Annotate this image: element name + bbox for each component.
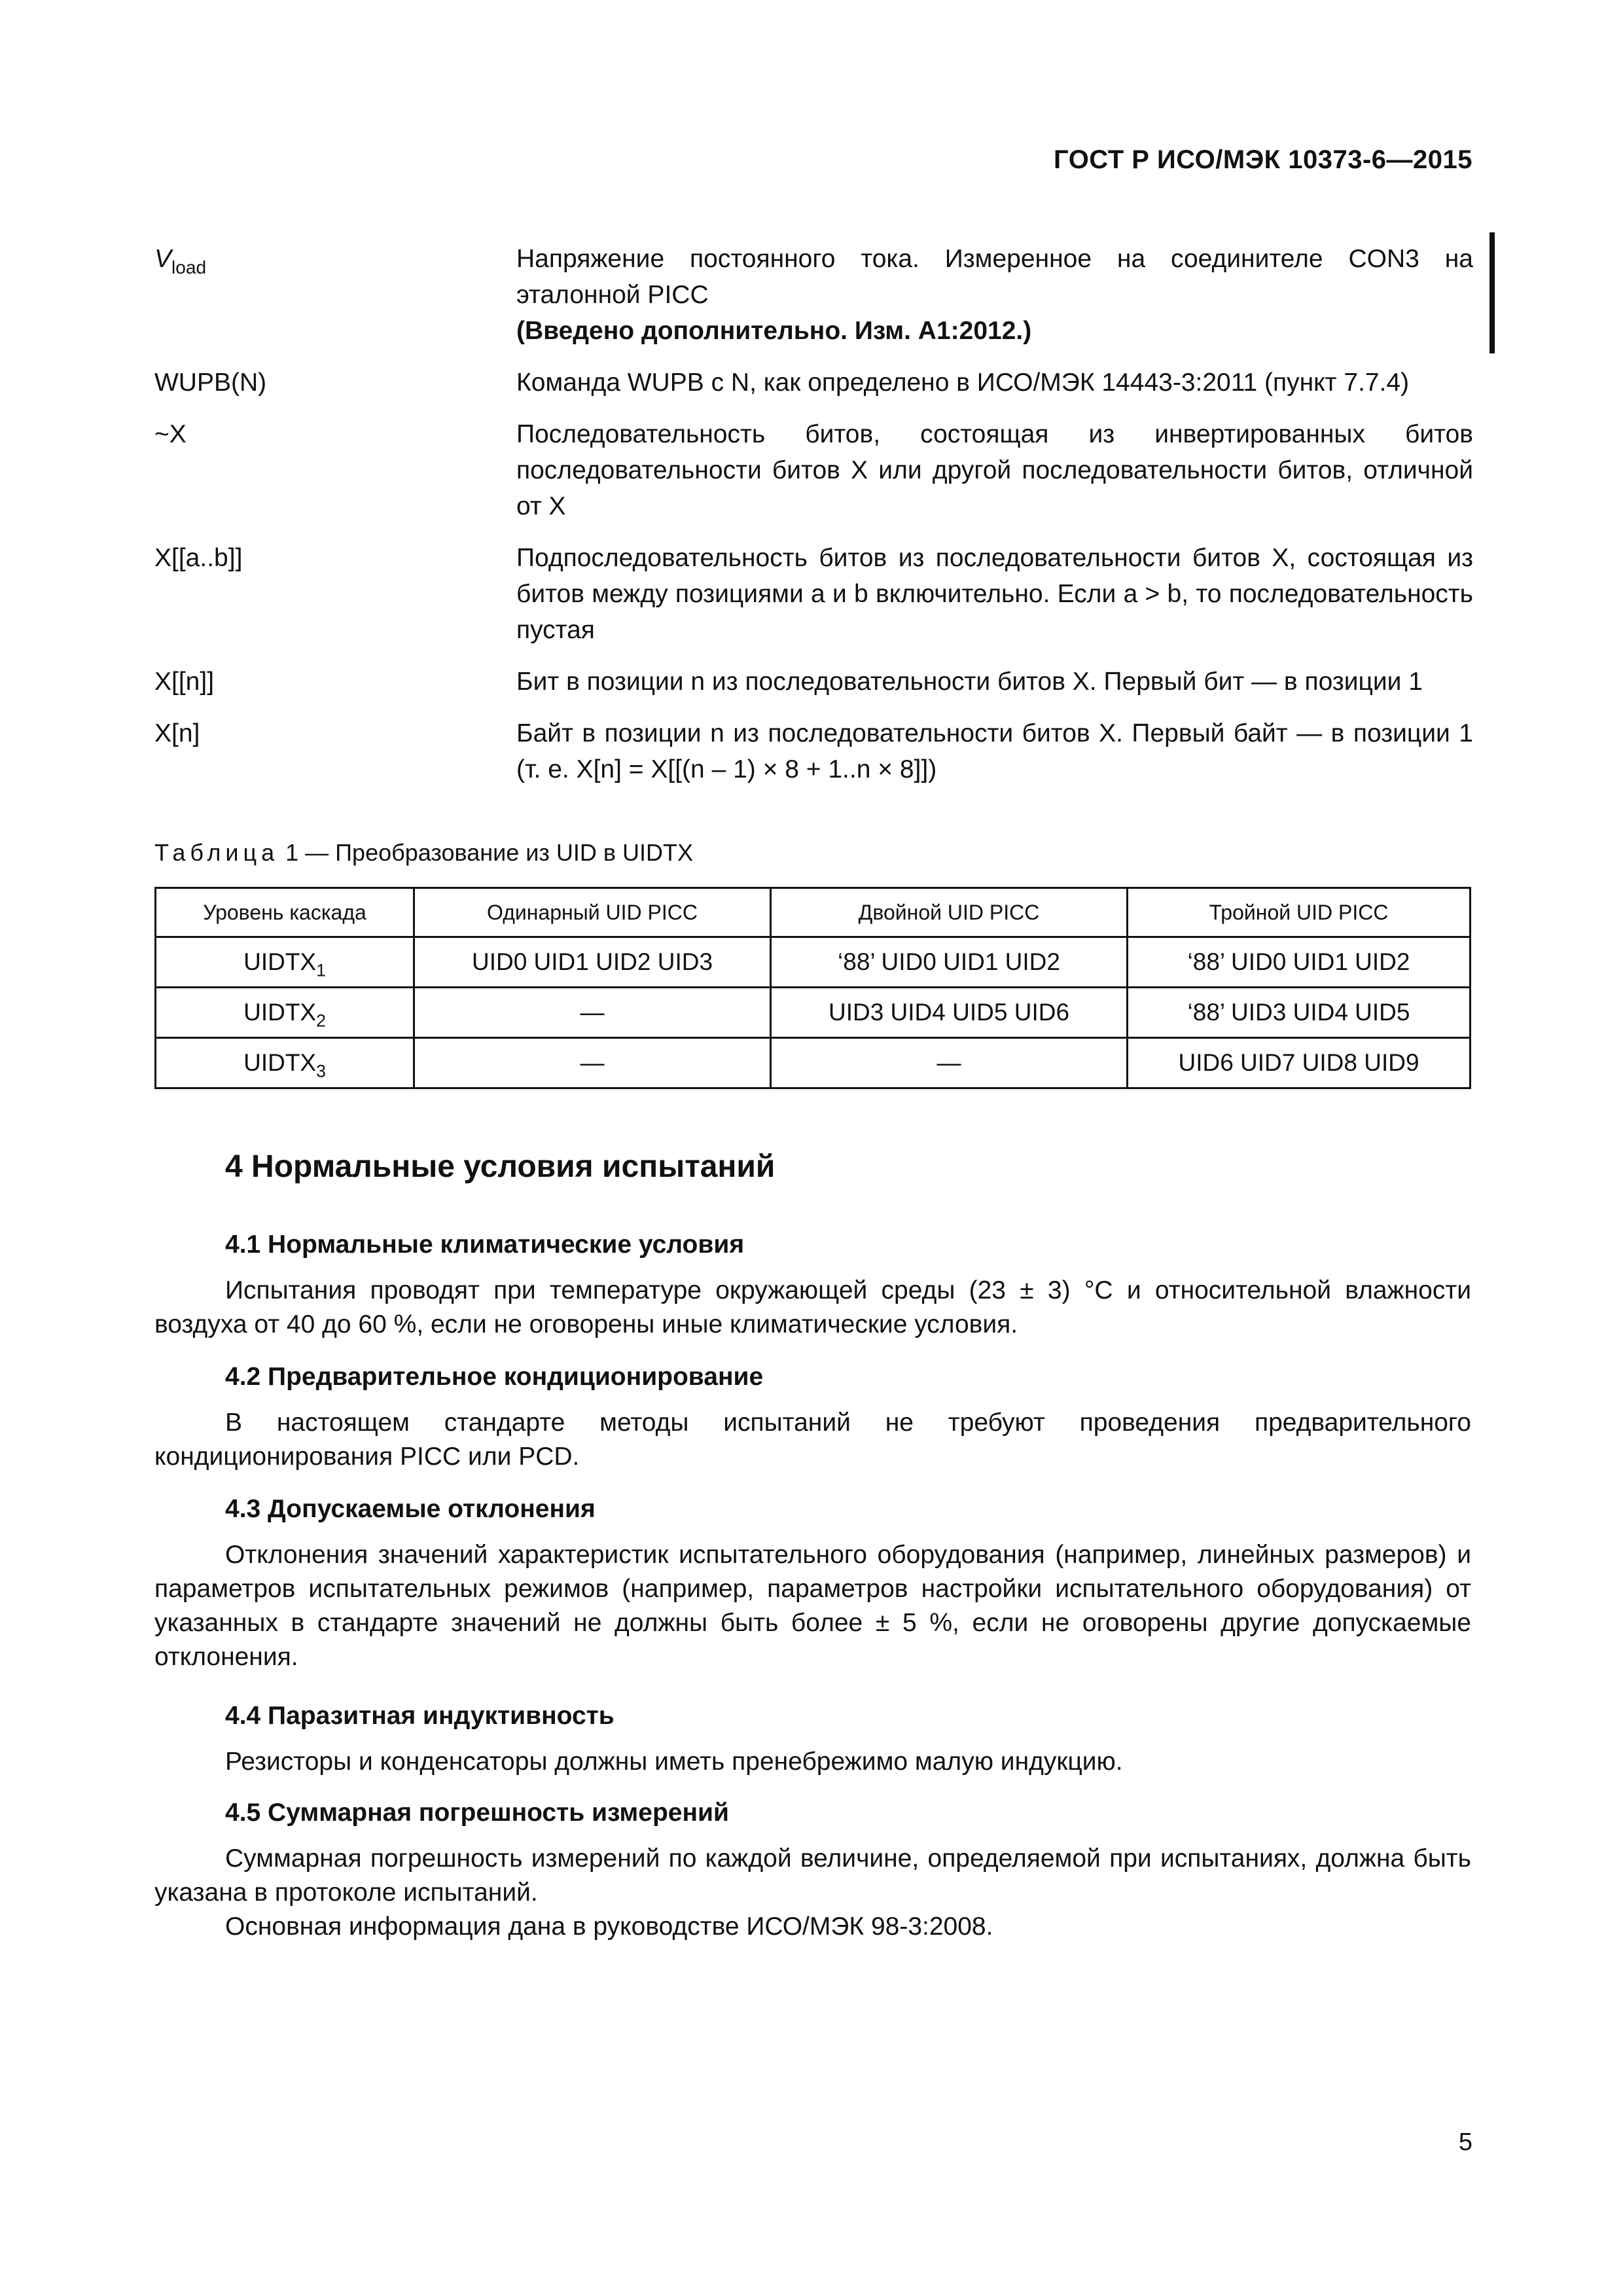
definition-text: Бит в позиции n из последовательности битов X. Первый бит — в позиции 1 [516,668,1423,696]
table-cell: — [771,1038,1128,1088]
table-cell: $UIDTX_2$ [156,988,414,1038]
table-cell: $UIDTX_1$ [156,937,414,988]
paragraph: Основная информация дана в руководстве ИСО/МЭК 98-3:2008. [225,1912,993,1941]
subsection-title: 4.3 Допускаемые отклонения [225,1495,596,1523]
table-cell: — [414,988,771,1038]
definition-text: Напряжение постоянного тока. Измеренное на соединителе CON3 на эталонной PICC (Введено дополнительно. Изм. А1:2012.) [516,241,1473,349]
table-cell: $UIDTX_3$ [156,1038,414,1088]
definition-text: Последовательность битов, состоящая из инвертированных битов последовательности битов X или другой последовательности битов, отличной от X [516,420,1473,520]
definition-item [154,365,1473,401]
table-header-cell: Одинарный UID PICC [414,888,771,937]
amendment-note: (Введено дополнительно. Изм. А1:2012.) [516,317,1032,345]
subsection-4-2 [154,1363,1471,1474]
definition-item [154,664,1473,700]
revision-bar [1489,232,1495,353]
definition-term: WUPB(N) [154,368,267,397]
definition-text: Байт в позиции n из последовательности битов X. Первый байт — в позиции 1 (т. е. X[n] = X[[(n – 1) × 8 + 1..n × 8]]) [516,719,1473,783]
paragraph: В настоящем стандарте методы испытаний не требуют проведения предварительного кондиционирования PICC или PCD. [154,1408,1471,1471]
table-cell: UID3 UID4 UID5 UID6 [771,988,1128,1038]
definition-item [154,416,1473,524]
subsection-title: 4.1 Нормальные климатические условия [225,1230,745,1259]
table-header-row [156,888,1471,937]
section-heading: 4 Нормальные условия испытаний [225,1149,776,1184]
definition-term: X[n] [154,719,200,747]
definition-text: Команда WUPB с N, как определено в ИСО/МЭК 14443-3:2011 (пункт 7.7.4) [516,368,1410,397]
subsection-4-3 [154,1495,1471,1674]
paragraph: Суммарная погрешность измерений по каждой величине, определяемой при испытаниях, должна быть указана в протоколе испытаний. [154,1844,1471,1907]
page-number: 5 [1458,2128,1472,2156]
definition-item [154,540,1473,648]
definition-item [154,241,1473,349]
table-cell: UID6 UID7 UID8 UID9 [1128,1038,1471,1088]
definition-text: Подпоследовательность битов из последовательности битов X, состоящая из битов между позициями a и b включительно. Если a > b, то последовательность пустая [516,544,1473,644]
table-header-cell: Уровень каскада [156,888,414,937]
subsection-4-5 [154,1799,1471,1944]
subsection-4-4 [154,1702,1471,1779]
table-cell: ‘88’ UID0 UID1 UID2 [771,937,1128,988]
definition-term: X[[n]] [154,668,215,696]
table-cell: — [414,1038,771,1088]
table-caption: Таблица 1 — Преобразование из UID в UIDTX [154,839,694,866]
paragraph: Резисторы и конденсаторы должны иметь пренебрежимо малую индукцию. [225,1748,1123,1776]
table-cell: ‘88’ UID0 UID1 UID2 [1128,937,1471,988]
table-row [156,1038,1471,1088]
table-row [156,937,1471,988]
definition-term: X[[a..b]] [154,544,243,572]
paragraph: Испытания проводят при температуре окружающей среды (23 ± 3) °С и относительной влажности воздуха от 40 до 60 %, если не оговорены иные климатические условия. [154,1276,1471,1338]
definition-term: $V_{load}$ [154,245,207,278]
paragraph: Отклонения значений характеристик испытательного оборудования (например, линейных размеров) и параметров испытательных режимов (например, параметров настройки испытательного оборудования) от указанных в стандарте значений не должны быть более ± 5 %, если не оговорены другие допускаемые отклонения. [154,1541,1471,1671]
table-header-cell: Двойной UID PICC [771,888,1128,937]
table-cell: ‘88’ UID3 UID4 UID5 [1128,988,1471,1038]
subsection-title: 4.4 Паразитная индуктивность [225,1702,615,1730]
subsection-title: 4.2 Предварительное кондиционирование [225,1363,764,1391]
definition-term: ~X [154,420,187,448]
definition-item [154,715,1473,787]
subsection-4-1 [154,1230,1471,1342]
table-cell: UID0 UID1 UID2 UID3 [414,937,771,988]
uid-conversion-table [154,887,1471,1089]
document-header: ГОСТ Р ИСО/МЭК 10373-6—2015 [1054,145,1472,174]
definitions-list [154,241,1473,803]
table-row [156,988,1471,1038]
subsection-title: 4.5 Суммарная погрешность измерений [225,1799,729,1827]
table-header-cell: Тройной UID PICC [1128,888,1471,937]
